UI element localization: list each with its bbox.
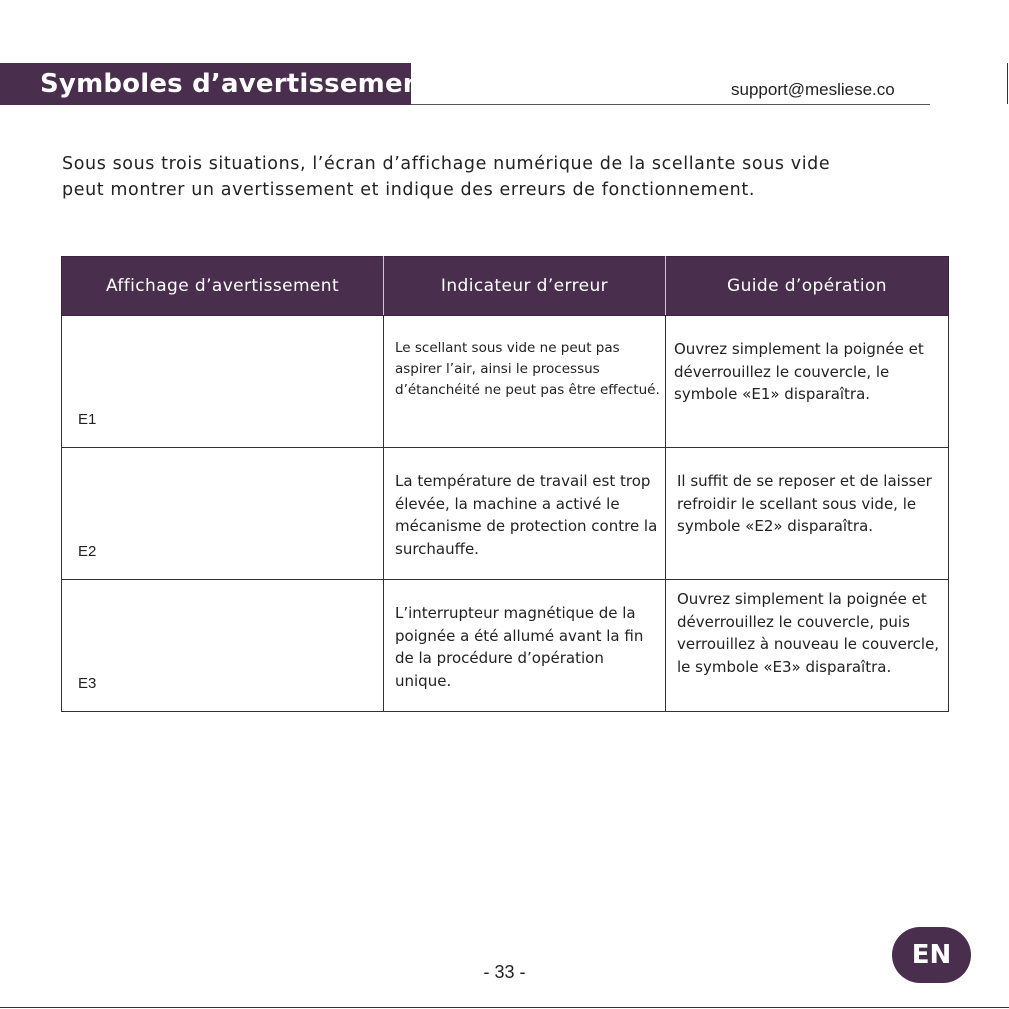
section-title: Symboles d’avertissement [0,63,411,105]
intro-paragraph [62,151,962,203]
table-row [62,580,949,712]
header-error-indicator: Indicateur d’erreur [384,257,666,316]
error-description: L’interrupteur magnétique de la poignée a été allumé avant la fin de la procédure d’opération unique. [384,580,666,712]
page-number: - 33 - [483,962,526,982]
operation-guide: Il suffit de se reposer et de laisser refroidir le scellant sous vide, le symbole «E2» disparaîtra. [666,448,949,580]
header-warning-display: Affichage d’avertissement [62,257,384,316]
header-divider [411,104,930,105]
warning-table [61,256,949,712]
error-description: La température de travail est trop élevée, la machine a activé le mécanisme de protection contre la surchauffe. [384,448,666,580]
intro-line-1: Sous sous trois situations, l’écran d’affichage numérique de la scellante sous vide [62,154,831,174]
warning-code: E1 [62,316,384,448]
support-email: support@mesliese.co [731,80,895,99]
operation-guide: Ouvrez simplement la poignée et déverrouillez le couvercle, le symbole «E1» disparaîtra. [666,316,949,448]
operation-guide: Ouvrez simplement la poignée et déverrouillez le couvercle, puis verrouillez à nouveau le couvercle, le symbole «E3» disparaîtra. [666,580,949,712]
page-edge-mark [1007,63,1008,104]
warning-code: E3 [62,580,384,712]
header-operation-guide: Guide d’opération [666,257,949,316]
table-header-row [62,257,949,316]
table-row [62,448,949,580]
table-row [62,316,949,448]
footer-divider [0,1007,1009,1008]
warning-code: E2 [62,448,384,580]
error-description: Le scellant sous vide ne peut pas aspirer l’air, ainsi le processus d’étanchéité ne peut pas être effectué. [384,316,666,448]
language-badge: EN [892,927,971,983]
intro-line-2: peut montrer un avertissement et indique des erreurs de fonctionnement. [62,180,755,200]
